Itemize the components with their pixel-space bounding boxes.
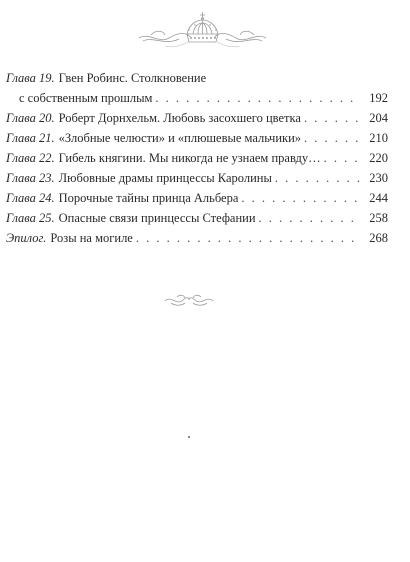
- chapter-number: Эпилог.: [6, 231, 47, 245]
- page-number: 220: [369, 151, 388, 165]
- flourish-ornament-icon: [163, 292, 215, 308]
- chapter-number: Глава 20.: [6, 111, 55, 125]
- chapter-title: «Злобные челюсти» и «плюшевые мальчики»: [58, 131, 302, 145]
- crown-ornament-icon: [135, 8, 270, 50]
- page-number: 192: [369, 91, 388, 105]
- chapter-title: с собственным прошлым: [19, 91, 153, 105]
- dot-leader: [241, 188, 361, 208]
- dot-leader: [304, 128, 361, 148]
- page-number: 230: [369, 171, 388, 185]
- chapter-title: Гвен Робинс. Столкновение: [58, 71, 207, 85]
- chapter-title: Порочные тайны принца Альбера: [58, 191, 239, 205]
- chapter-title: Розы на могиле: [50, 231, 133, 245]
- toc-entry[interactable]: [6, 228, 388, 248]
- table-of-contents: [6, 68, 388, 248]
- chapter-title: Роберт Дорнхельм. Любовь засохшего цветка: [58, 111, 301, 125]
- chapter-number: Глава 25.: [6, 211, 55, 225]
- page-number: 210: [369, 131, 388, 145]
- page-number: 204: [369, 111, 388, 125]
- toc-entry-continuation[interactable]: [6, 88, 388, 108]
- chapter-number: Глава 22.: [6, 151, 55, 165]
- toc-entry[interactable]: [6, 168, 388, 188]
- toc-entry[interactable]: [6, 148, 388, 168]
- page-speck: [188, 436, 190, 438]
- toc-entry[interactable]: [6, 128, 388, 148]
- page-number: 268: [369, 231, 388, 245]
- dot-leader: [304, 108, 361, 128]
- dot-leader: [136, 228, 361, 248]
- toc-entry[interactable]: [6, 188, 388, 208]
- toc-entry[interactable]: [6, 68, 388, 88]
- toc-entry[interactable]: [6, 108, 388, 128]
- dot-leader: [155, 88, 361, 108]
- chapter-title: Гибель княгини. Мы никогда не узнаем правду…: [58, 151, 321, 165]
- page-number: 258: [369, 211, 388, 225]
- dot-leader: [275, 168, 361, 188]
- chapter-title: Опасные связи принцессы Стефании: [58, 211, 256, 225]
- chapter-number: Глава 24.: [6, 191, 55, 205]
- chapter-number: Глава 21.: [6, 131, 55, 145]
- chapter-number: Глава 19.: [6, 71, 55, 85]
- dot-leader: [259, 208, 361, 228]
- chapter-title: Любовные драмы принцессы Каролины: [58, 171, 272, 185]
- chapter-number: Глава 23.: [6, 171, 55, 185]
- dot-leader: [324, 148, 361, 168]
- toc-entry[interactable]: [6, 208, 388, 228]
- page-number: 244: [369, 191, 388, 205]
